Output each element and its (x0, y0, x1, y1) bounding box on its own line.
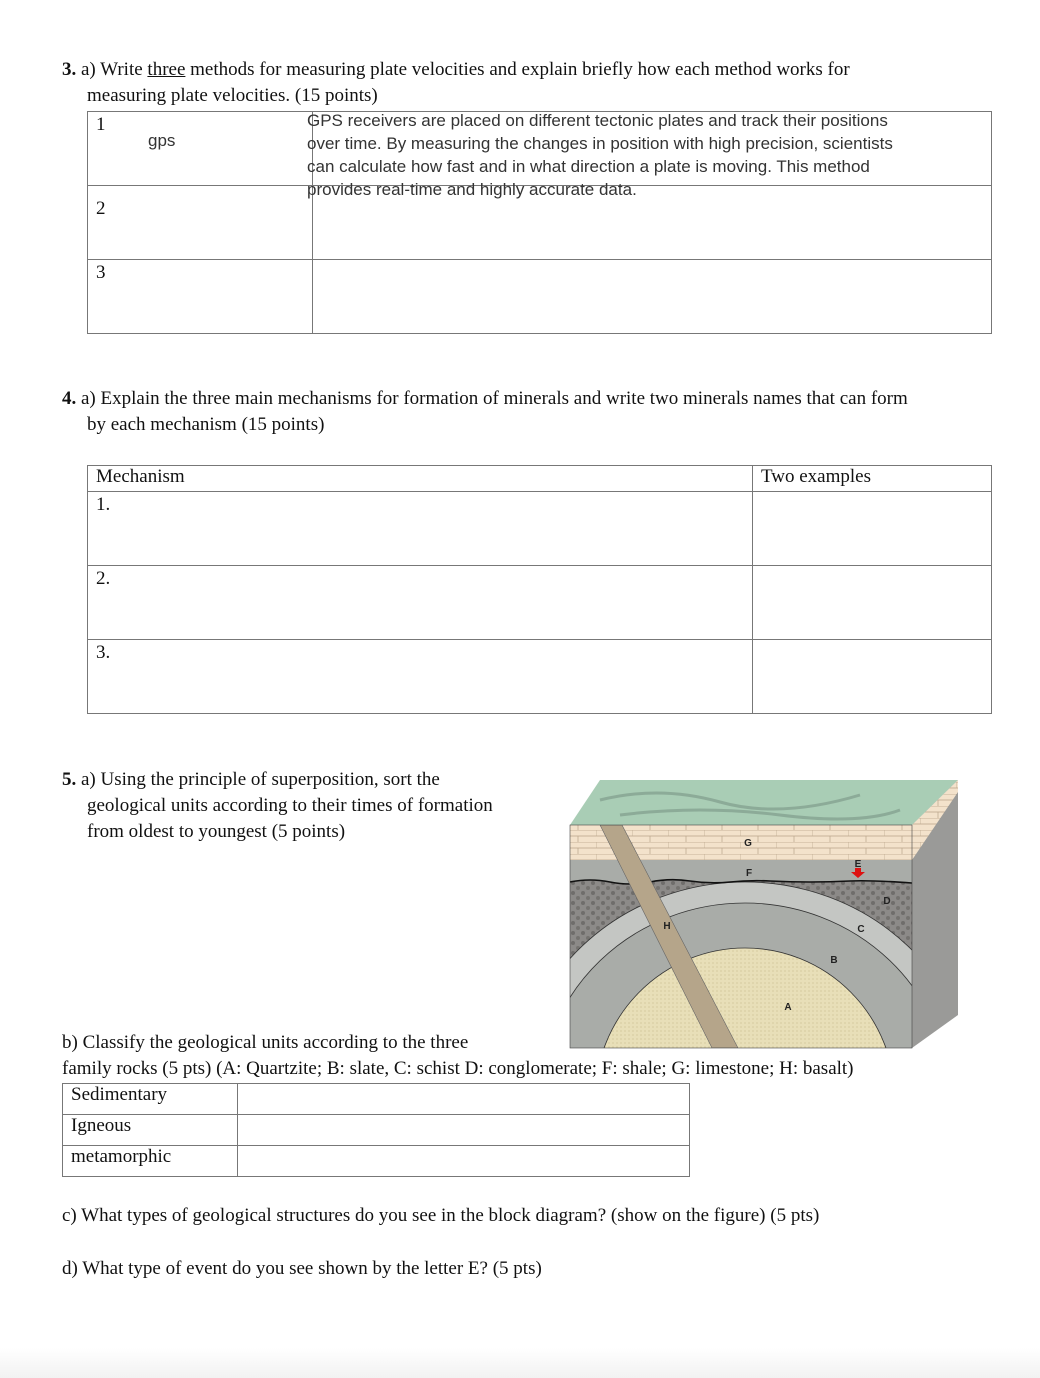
q4-row1-mechanism[interactable] (88, 492, 753, 566)
q4-row1-examples[interactable] (753, 492, 992, 566)
q3-row3-method-cell[interactable] (88, 260, 313, 334)
label-f: F (745, 868, 753, 879)
q3-text-rest: methods for measuring plate velocities and explain briefly how each method works for (185, 59, 850, 80)
page-bottom-shadow (0, 1348, 1040, 1378)
q3-text: a) Write (76, 59, 148, 80)
label-a: A (784, 1002, 792, 1013)
answer-line: provides real-time and highly accurate data. (307, 180, 637, 199)
q5-b-line1: b) Classify the geological units according to the three (62, 1032, 469, 1053)
header-examples: Two examples (753, 466, 992, 492)
header-mechanism: Mechanism (88, 466, 753, 492)
q5-a-line1 (62, 767, 440, 793)
q4-line2: by each mechanism (15 points) (87, 414, 325, 435)
surface-top (570, 780, 958, 825)
label-b: B (830, 955, 838, 966)
label-h: H (663, 921, 671, 932)
igneous-answer[interactable] (238, 1115, 690, 1146)
row-number: 2 (96, 198, 106, 219)
q5-b-line2: family rocks (5 pts) (A: Quartzite; B: slate, C: schist D: conglomerate; F: shale; G: limestone; H: basalt) (62, 1058, 854, 1079)
q3-underlined: three (147, 59, 186, 80)
sedimentary-answer[interactable] (238, 1084, 690, 1115)
q3-line1 (62, 57, 850, 83)
row-number: 1 (96, 114, 106, 135)
answer-line: GPS receivers are placed on different tectonic plates and track their positions (307, 111, 888, 130)
q5-number: 5. (62, 769, 77, 790)
row-number: 3 (96, 262, 106, 283)
label-g: G (744, 838, 752, 849)
q4-table (87, 465, 992, 714)
row-number: 1. (96, 494, 111, 515)
family-igneous: Igneous (63, 1115, 238, 1146)
q5-text: a) Using the principle of superposition, sort the (76, 769, 440, 790)
family-metamorphic: metamorphic (63, 1146, 238, 1177)
q4-line1 (62, 386, 908, 412)
q5-a-line2: geological units according to their times of formation (87, 795, 493, 816)
q4-row3-mechanism[interactable] (88, 640, 753, 714)
q3-number: 3. (62, 59, 77, 80)
q3-row3-answer-cell[interactable] (313, 260, 992, 334)
answer-line: over time. By measuring the changes in position with high precision, scientists (307, 134, 893, 153)
q3-row1-method-cell[interactable] (88, 112, 313, 186)
metamorphic-answer[interactable] (238, 1146, 690, 1177)
label-e: E (854, 859, 862, 870)
q5-c: c) What types of geological structures do you see in the block diagram? (show on the figure) (5 pts) (62, 1205, 820, 1226)
q5-d: d) What type of event do you see shown by the letter E? (5 pts) (62, 1258, 542, 1279)
geology-block-diagram (560, 770, 970, 1060)
q4-row2-mechanism[interactable] (88, 566, 753, 640)
q3-answer-text[interactable] (307, 109, 893, 201)
label-c: C (857, 924, 865, 935)
q4-row2-examples[interactable] (753, 566, 992, 640)
q5-a-line3: from oldest to youngest (5 points) (87, 821, 346, 842)
label-d: D (883, 896, 891, 907)
q3-row2-method-cell[interactable] (88, 186, 313, 260)
row-number: 2. (96, 568, 111, 589)
family-sedimentary: Sedimentary (63, 1084, 238, 1115)
rock-family-table (62, 1083, 690, 1177)
q4-text: a) Explain the three main mechanisms for formation of minerals and write two minerals names that can form (76, 388, 908, 409)
q4-row3-examples[interactable] (753, 640, 992, 714)
q3-method-answer[interactable]: gps (148, 131, 176, 150)
q3-line2: measuring plate velocities. (15 points) (87, 85, 378, 106)
answer-line: can calculate how fast and in what direction a plate is moving. This method (307, 157, 870, 176)
row-number: 3. (96, 642, 111, 663)
q4-number: 4. (62, 388, 77, 409)
